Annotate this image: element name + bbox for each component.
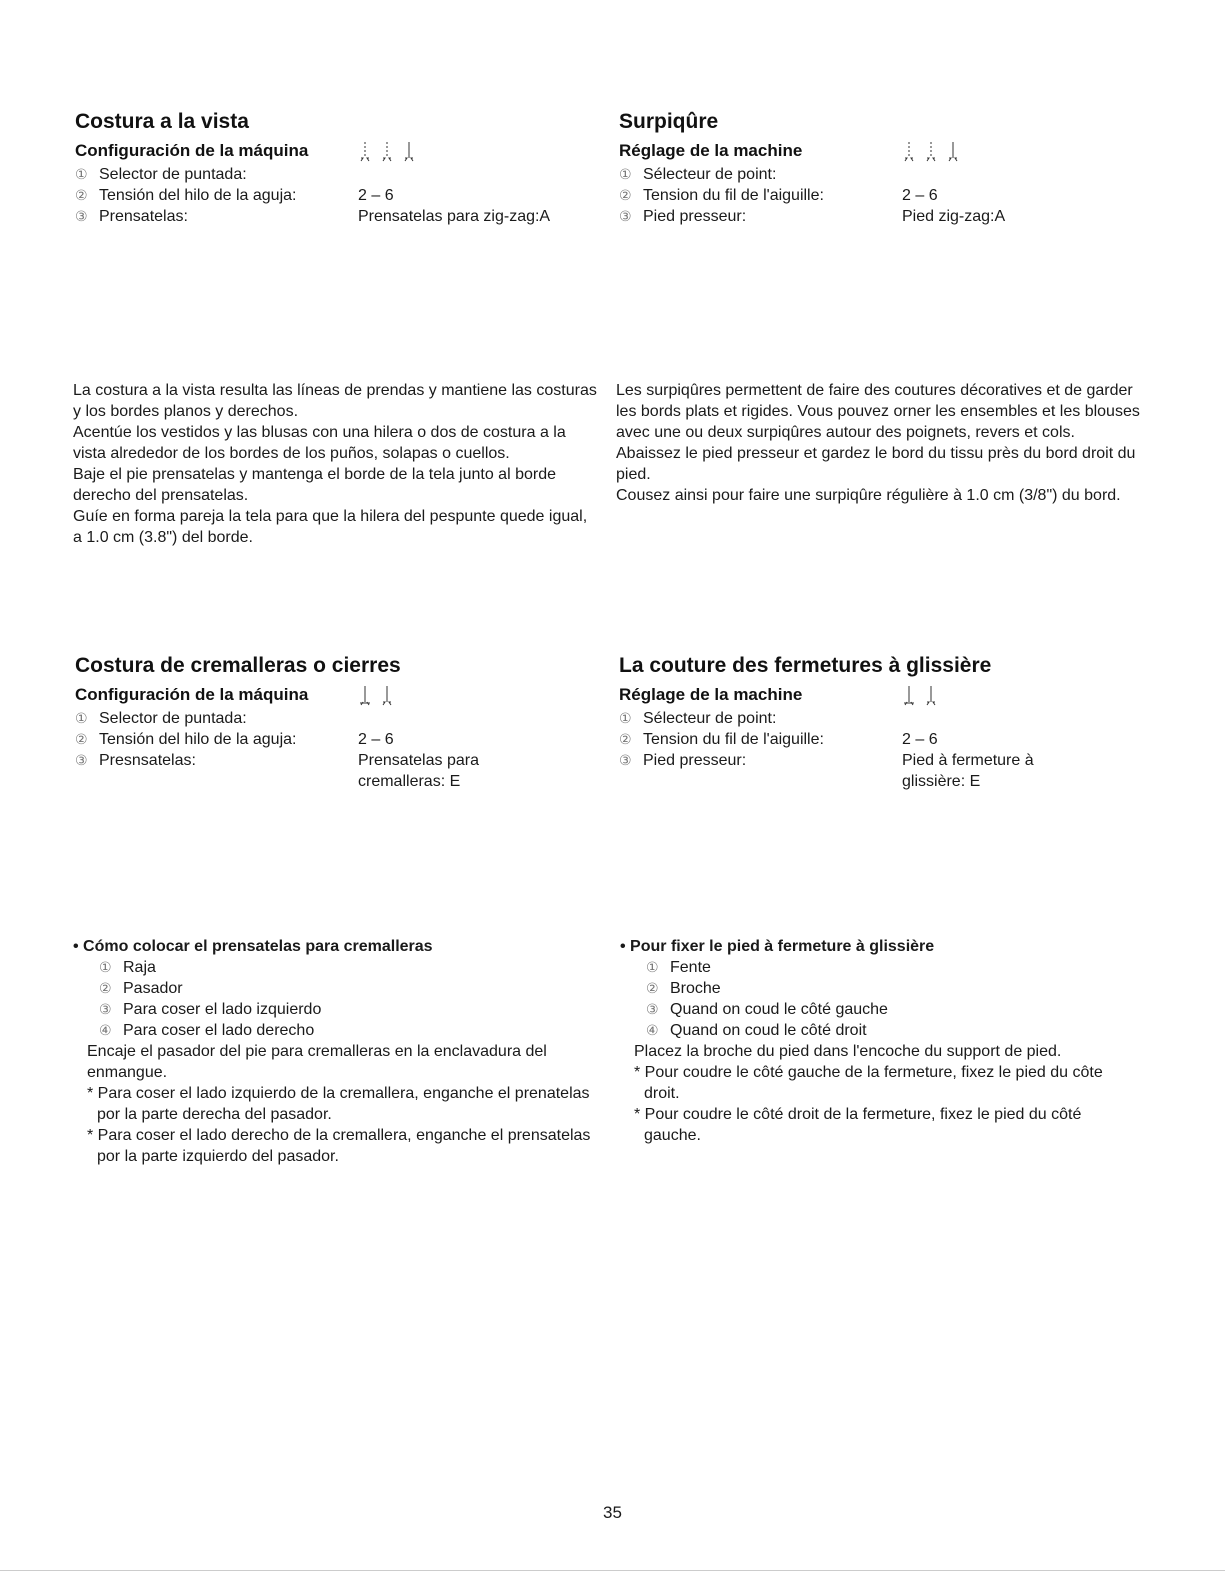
- settings-row: [75, 164, 605, 185]
- body-es-topstitch: [73, 380, 598, 548]
- machine-settings: [619, 140, 1149, 227]
- settings-header-row: [75, 140, 605, 164]
- setting-label: Pied presseur:: [643, 208, 747, 225]
- note: * Pour coudre le côté gauche de la fermeture, fixez le pied du côte droit.: [634, 1064, 1103, 1102]
- item-number: ①: [619, 710, 632, 726]
- machine-settings: [619, 684, 1149, 792]
- settings-header-row: [619, 684, 1149, 708]
- setting-value: Prensatelas para cremalleras: E: [358, 752, 479, 790]
- settings-row: [619, 206, 1149, 227]
- list-item: ④ Quand on coud le côté droit: [646, 1022, 867, 1039]
- item-number: ③: [619, 752, 632, 768]
- section-es-topstitch: [75, 110, 605, 227]
- settings-row: [619, 164, 1149, 185]
- page-bottom-rule: [0, 1570, 1225, 1571]
- settings-row: [619, 729, 1149, 750]
- section-title: Costura de cremalleras o cierres: [75, 654, 401, 677]
- section-fr-topstitch: [619, 110, 1149, 227]
- bullet-heading: • Cómo colocar el prensatelas para cremalleras: [73, 938, 433, 955]
- setting-value: 2 – 6: [902, 187, 938, 204]
- list-item: ① Fente: [646, 959, 711, 976]
- settings-row: [619, 185, 1149, 206]
- settings-subtitle: Configuración de la máquina: [75, 685, 309, 704]
- list-item: ③ Quand on coud le côté gauche: [646, 1001, 888, 1018]
- setting-label: Sélecteur de point:: [643, 710, 777, 727]
- list-item: ① Raja: [99, 959, 156, 976]
- section-es-zipper: [75, 654, 605, 792]
- note: * Pour coudre le côté droit de la fermeture, fixez le pied du côté gauche.: [634, 1106, 1082, 1144]
- stitch-symbols: [358, 684, 605, 706]
- settings-row: [75, 708, 605, 729]
- left-stitch-icon: [358, 684, 372, 706]
- section-title: Surpiqûre: [619, 110, 719, 133]
- paragraph: Les surpiqûres permettent de faire des coutures décoratives et de garder les bords plats et rigides. Vous pouvez orner les ensembles et les blouses avec une ou deux surpiqûres autour des poignets, revers et cols.: [616, 382, 1140, 441]
- settings-subtitle: Configuración de la máquina: [75, 141, 309, 160]
- machine-settings: [75, 684, 605, 792]
- item-number: ③: [619, 208, 632, 224]
- right-stitch-icon: [946, 140, 960, 162]
- note: * Para coser el lado derecho de la cremallera, enganche el prensatelas por la parte izquierdo del pasador.: [87, 1127, 591, 1165]
- right-stitch-icon: [380, 684, 394, 706]
- settings-header-row: [75, 684, 605, 708]
- settings-row: [619, 750, 1149, 792]
- paragraph: Cousez ainsi pour faire une surpiqûre régulière à 1.0 cm (3/8") du bord.: [616, 487, 1121, 504]
- right-stitch-icon: [402, 140, 416, 162]
- list-item: ④ Para coser el lado derecho: [99, 1022, 315, 1039]
- setting-label: Prensatelas:: [99, 208, 188, 225]
- right-stitch-icon: [924, 684, 938, 706]
- setting-label: Presnsatelas:: [99, 752, 196, 769]
- item-number: ③: [75, 208, 88, 224]
- instructions-es-zipper-foot: [73, 938, 593, 1167]
- section-title: La couture des fermetures à glissière: [619, 654, 992, 677]
- settings-header-row: [619, 140, 1149, 164]
- center-stitch-icon: [380, 140, 394, 162]
- setting-label: Tension du fil de l'aiguille:: [643, 187, 824, 204]
- setting-value: Pied zig-zag:A: [902, 208, 1006, 225]
- setting-label: Pied presseur:: [643, 752, 747, 769]
- settings-subtitle: Réglage de la machine: [619, 141, 803, 160]
- setting-value: [902, 164, 1149, 185]
- item-number: ②: [619, 731, 632, 747]
- settings-row: [75, 729, 605, 750]
- item-number: ①: [75, 166, 88, 182]
- paragraph: Placez la broche du pied dans l'encoche du support de pied.: [634, 1043, 1062, 1060]
- section-title: Costura a la vista: [75, 110, 249, 133]
- settings-row: [75, 750, 605, 792]
- settings-subtitle: Réglage de la machine: [619, 685, 803, 704]
- setting-value: [902, 708, 1149, 729]
- item-number: ②: [619, 187, 632, 203]
- paragraph: La costura a la vista resulta las líneas de prendas y mantiene las costuras y los bordes planos y derechos.: [73, 382, 597, 420]
- setting-label: Sélecteur de point:: [643, 166, 777, 183]
- list-item: ② Pasador: [99, 980, 183, 997]
- setting-label: Tensión del hilo de la aguja:: [99, 731, 297, 748]
- list-item: ③ Para coser el lado izquierdo: [99, 1001, 322, 1018]
- item-number: ②: [75, 187, 88, 203]
- paragraph: Acentúe los vestidos y las blusas con una hilera o dos de costura a la vista alrededor de los bordes de los puños, solapas o cuellos.: [73, 424, 566, 462]
- setting-value: [358, 708, 605, 729]
- item-number: ①: [619, 166, 632, 182]
- setting-label: Selector de puntada:: [99, 710, 247, 727]
- item-number: ③: [75, 752, 88, 768]
- page-number: 35: [603, 1503, 622, 1522]
- paragraph: Encaje el pasador del pie para cremalleras en la enclavadura del enmangue.: [87, 1043, 547, 1081]
- setting-label: Tensión del hilo de la aguja:: [99, 187, 297, 204]
- list-item: ② Broche: [646, 980, 721, 997]
- setting-label: Tension du fil de l'aiguille:: [643, 731, 824, 748]
- machine-settings: [75, 140, 605, 227]
- stitch-symbols: [902, 684, 1149, 706]
- body-fr-topstitch: [616, 380, 1146, 506]
- setting-value: Pied à fermeture à glissière: E: [902, 752, 1034, 790]
- item-number: ②: [75, 731, 88, 747]
- note: * Para coser el lado izquierdo de la cremallera, enganche el prenatelas por la parte derecha del pasador.: [87, 1085, 590, 1123]
- setting-value: 2 – 6: [358, 731, 394, 748]
- section-fr-zipper: [619, 654, 1149, 792]
- center-stitch-icon: [924, 140, 938, 162]
- paragraph: Abaissez le pied presseur et gardez le bord du tissu près du bord droit du pied.: [616, 445, 1136, 483]
- instructions-fr-zipper-foot: [620, 938, 1140, 1146]
- setting-value: 2 – 6: [902, 731, 938, 748]
- setting-value: [358, 164, 605, 185]
- setting-label: Selector de puntada:: [99, 166, 247, 183]
- settings-row: [75, 185, 605, 206]
- left-stitch-icon: [902, 684, 916, 706]
- paragraph: Baje el pie prensatelas y mantenga el borde de la tela junto al borde derecho del prensatelas.: [73, 466, 556, 504]
- bullet-heading: • Pour fixer le pied à fermeture à glissière: [620, 938, 935, 955]
- straight-stitch-icon: [902, 140, 916, 162]
- settings-row: [75, 206, 605, 227]
- item-number: ①: [75, 710, 88, 726]
- setting-value: 2 – 6: [358, 187, 394, 204]
- paragraph: Guíe en forma pareja la tela para que la hilera del pespunte quede igual, a 1.0 cm (3.8") del borde.: [73, 508, 588, 546]
- settings-row: [619, 708, 1149, 729]
- setting-value: Prensatelas para zig-zag:A: [358, 208, 551, 225]
- straight-stitch-icon: [358, 140, 372, 162]
- stitch-symbols: [902, 140, 1149, 162]
- stitch-symbols: [358, 140, 605, 162]
